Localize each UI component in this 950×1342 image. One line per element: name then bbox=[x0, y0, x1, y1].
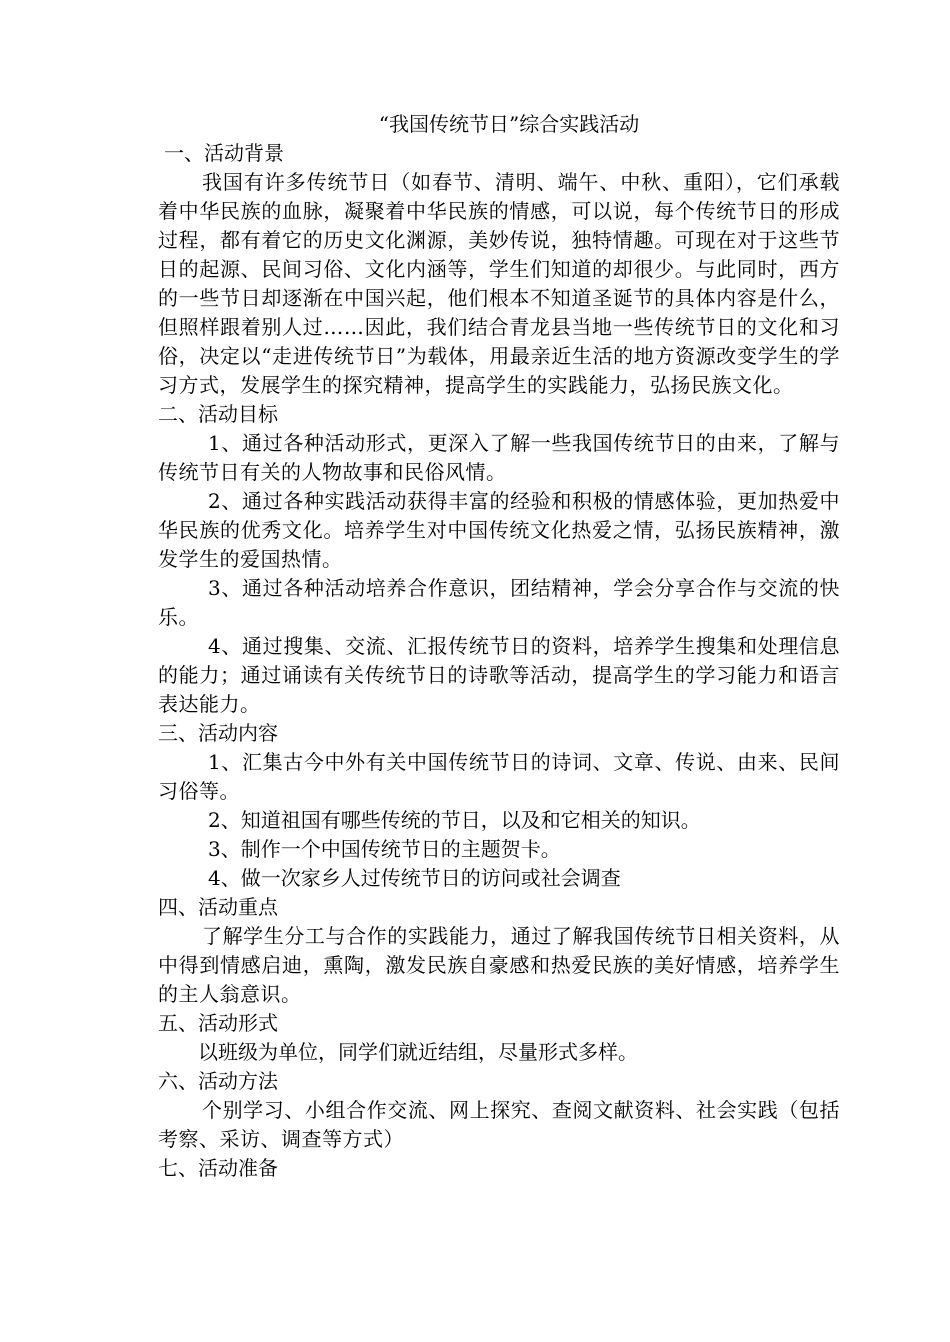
paragraph-method: 个别学习、小组合作交流、网上探究、查阅文献资料、社会实践（包括考察、采访、调查等方式） bbox=[158, 1098, 840, 1151]
section-heading-background: 一、活动背景 bbox=[164, 141, 284, 165]
section-heading-content: 三、活动内容 bbox=[158, 721, 278, 745]
section-heading-method: 六、活动方法 bbox=[158, 1069, 278, 1093]
goal-item-1: 1、通过各种活动形式，更深入了解一些我国传统节日的由来，了解与传统节日有关的人物故事和民俗风情。 bbox=[158, 431, 840, 484]
goal-item-2: 2、通过各种实践活动获得丰富的经验和积极的情感体验，更加热爱中华民族的优秀文化。培养学生对中国传统文化热爱之情，弘扬民族精神，激发学生的爱国热情。 bbox=[158, 489, 840, 571]
document-page bbox=[158, 110, 840, 1183]
section-heading-goals: 二、活动目标 bbox=[158, 402, 278, 426]
section-heading-focus: 四、活动重点 bbox=[158, 895, 278, 919]
goal-item-4: 4、通过搜集、交流、汇报传统节日的资料，培养学生搜集和处理信息的能力；通过诵读有关传统节日的诗歌等活动，提高学生的学习能力和语言表达能力。 bbox=[158, 634, 840, 716]
section-heading-form: 五、活动形式 bbox=[158, 1011, 278, 1035]
paragraph-focus: 了解学生分工与合作的实践能力，通过了解我国传统节日相关资料，从中得到情感启迪，熏陶，激发民族自豪感和热爱民族的美好情感，培养学生的主人翁意识。 bbox=[158, 924, 840, 1006]
section-heading-prep: 七、活动准备 bbox=[158, 1156, 278, 1180]
content-item-4: 4、做一次家乡人过传统节日的访问或社会调查 bbox=[208, 866, 621, 890]
content-item-3: 3、制作一个中国传统节日的主题贺卡。 bbox=[208, 837, 561, 861]
content-item-2: 2、知道祖国有哪些传统的节日，以及和它相关的知识。 bbox=[208, 808, 701, 832]
paragraph-form: 以班级为单位，同学们就近结组，尽量形式多样。 bbox=[198, 1040, 638, 1064]
paragraph-background: 我国有许多传统节日（如春节、清明、端午、中秋、重阳），它们承载着中华民族的血脉，凝聚着中华民族的情感，可以说，每个传统节日的形成过程，都有着它的历史文化渊源，美妙传说，独特情趣。可现在对于这些节日的起源、民间习俗、文化内涵等，学生们知道的却很少。与此同时，西方的一些节日却逐渐在中国兴起，他们根本不知道圣诞节的具体内容是什么，但照样跟着别人过……因此，我们结合青龙县当地一些传统节日的文化和习俗，决定以“走进传统节日”为载体，用最亲近生活的地方资源改变学生的学习方式，发展学生的探究精神，提高学生的实践能力，弘扬民族文化。 bbox=[158, 170, 840, 397]
document-title: “我国传统节日”综合实践活动 bbox=[378, 112, 640, 136]
goal-item-3: 3、通过各种活动培养合作意识，团结精神，学会分享合作与交流的快乐。 bbox=[158, 576, 840, 629]
content-item-1: 1、汇集古今中外有关中国传统节日的诗词、文章、传说、由来、民间习俗等。 bbox=[158, 750, 840, 803]
